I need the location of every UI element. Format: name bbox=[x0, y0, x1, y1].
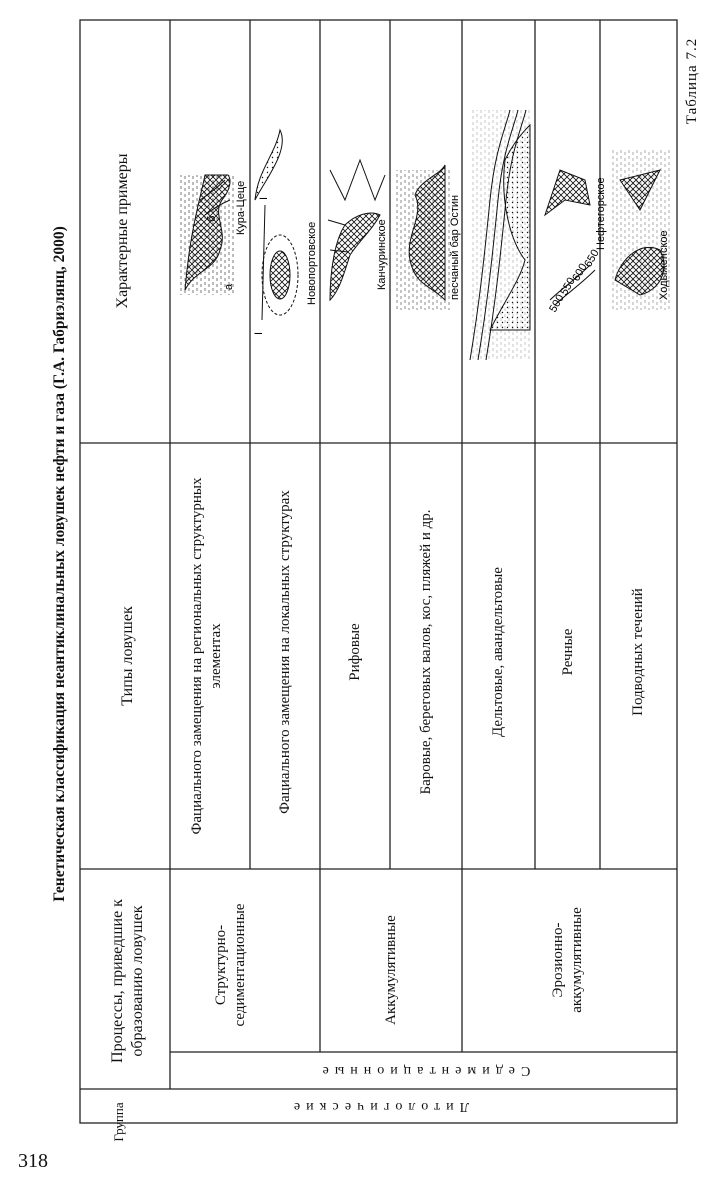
example-kura-tsetse-mark-a: а bbox=[223, 283, 235, 290]
trap-type-5: Дельтовые, авандельтовые bbox=[489, 567, 506, 737]
header-group: Группа bbox=[110, 1102, 126, 1142]
process-erosion-accumulative: Эрозионно-аккумулятивные bbox=[550, 907, 585, 1013]
example-kanchurinskoe-label: Канчуринское bbox=[376, 219, 388, 290]
example-neftegorskoe-contour-650: 650 bbox=[582, 247, 602, 270]
trap-type-1: Фациального замещения на региональных структурных элементах bbox=[189, 477, 224, 835]
process-accumulative: Аккумулятивные bbox=[382, 915, 399, 1025]
example-austin-bar-label: песчаный бар Остин bbox=[449, 194, 461, 300]
example-kura-tsetse-drawing bbox=[180, 175, 235, 295]
trap-type-6: Речные bbox=[559, 628, 576, 676]
group-label-sedimentary: Седиментационные bbox=[316, 1062, 531, 1078]
trap-type-2: Фациального замещения на локальных структурах bbox=[276, 490, 293, 814]
table-label: Таблица 7.2 bbox=[683, 37, 700, 125]
example-neftegorskoe-contour-600: 600 bbox=[570, 261, 590, 284]
group-label-lithological: Литологические bbox=[287, 1098, 470, 1114]
trap-type-7: Подводных течений bbox=[629, 588, 646, 716]
header-trap-types: Типы ловушек bbox=[119, 606, 136, 706]
example-novoportovskoe-mark-1: I bbox=[253, 331, 265, 335]
example-neftegorskoe-contour-500: 500 bbox=[547, 292, 567, 315]
example-austin-bar-drawing bbox=[395, 165, 450, 310]
example-novoportovskoe-mark-2: I bbox=[258, 196, 270, 200]
example-novoportovskoe-drawing bbox=[255, 130, 298, 320]
example-neftegorskoe-label: Нефтегорское bbox=[595, 177, 607, 250]
process-structural-sedimentary: Структурно-седиментационные bbox=[213, 903, 248, 1027]
example-delta-drawing bbox=[470, 110, 532, 360]
example-kura-tsetse-mark-b: б bbox=[206, 215, 218, 222]
trap-type-3: Рифовые bbox=[346, 623, 363, 681]
example-novoportovskoe-label: Новопортовское bbox=[306, 221, 318, 305]
example-neftegorskoe-contour-550: 550 bbox=[558, 275, 578, 298]
table-caption: Генетическая классификация неантиклинальных ловушек нефти и газа (Г.А. Габриэлянц, 2000) bbox=[51, 226, 69, 902]
example-kura-tsetse-label: Кура-Цеце bbox=[235, 180, 247, 235]
page-number: 318 bbox=[18, 1150, 48, 1172]
trap-type-4: Баровые, береговых валов, кос, пляжей и др. bbox=[417, 509, 434, 795]
header-examples: Характерные примеры bbox=[114, 153, 131, 309]
example-khodyzhenskoe-label: Ходыженское bbox=[658, 230, 670, 300]
header-processes: Процессы, приведшие к образованию ловушек bbox=[109, 899, 146, 1063]
